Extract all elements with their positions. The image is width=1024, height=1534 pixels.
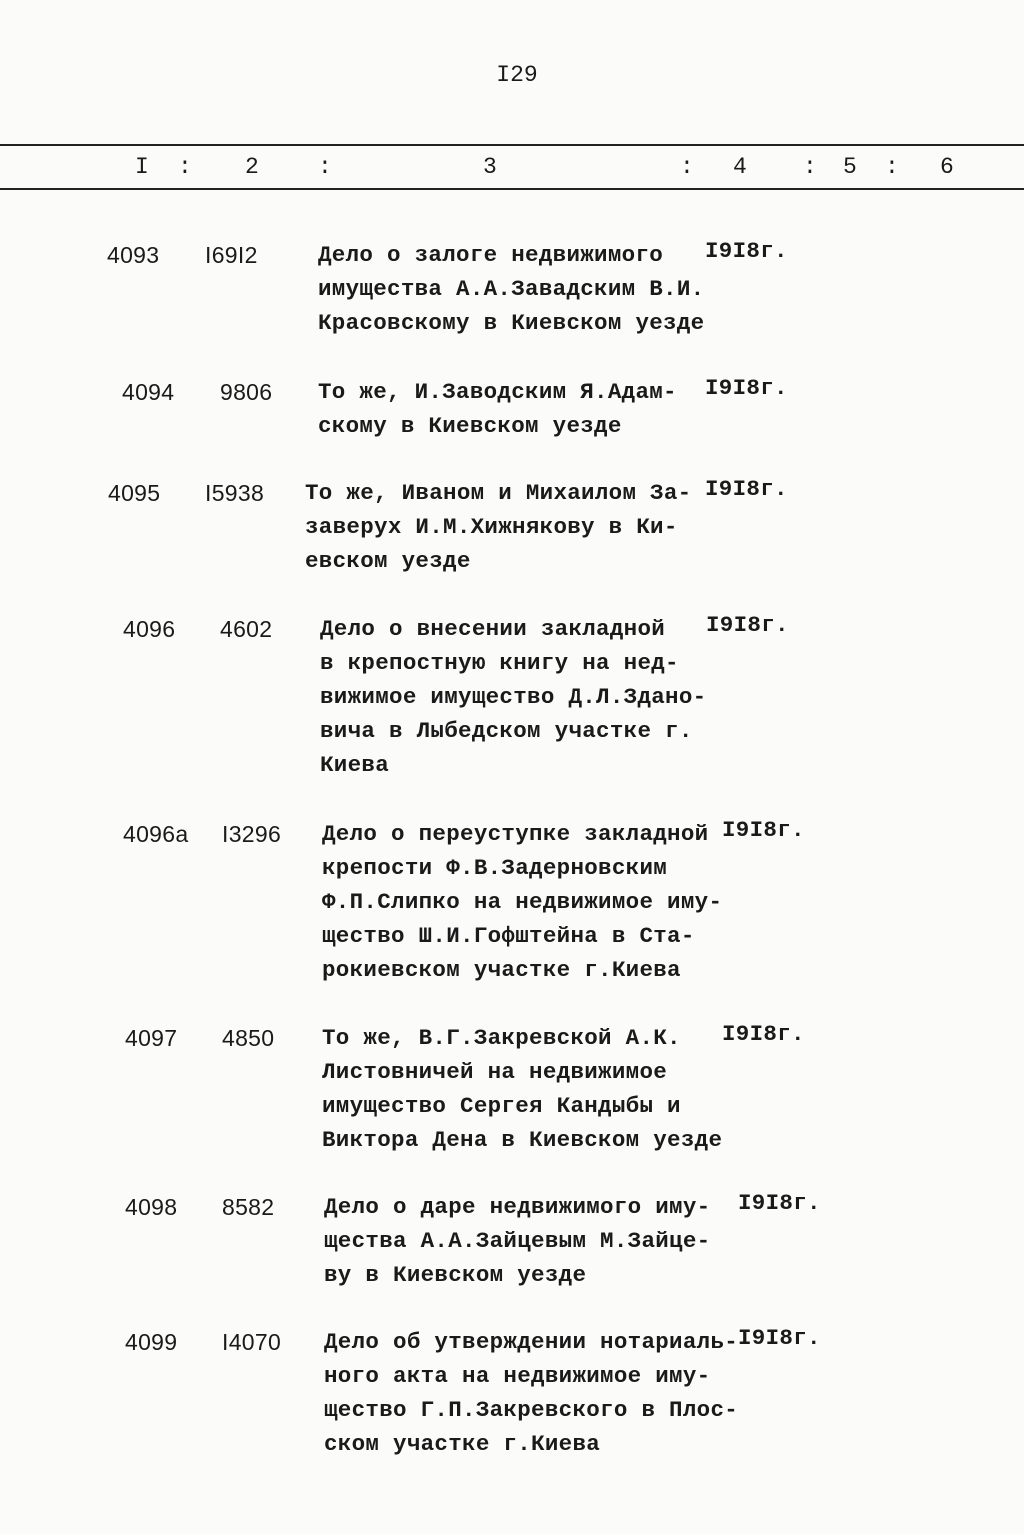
description-line: То же, В.Г.Закревской А.К. bbox=[322, 1025, 681, 1051]
column-separator: : bbox=[178, 154, 192, 180]
entry-year: I9I8г. bbox=[706, 612, 789, 638]
description-line: вича в Лыбедском участке г. bbox=[320, 718, 693, 744]
description-line: Красовскому в Киевском уезде bbox=[318, 310, 705, 336]
file-code: 8582 bbox=[222, 1194, 275, 1220]
description-line: ву в Киевском уезде bbox=[324, 1262, 587, 1288]
entry-year: I9I8г. bbox=[722, 817, 805, 843]
entry-number: 4093 bbox=[107, 242, 160, 268]
file-code: 9806 bbox=[220, 379, 273, 405]
description-line: имущество Сергея Кандыбы и bbox=[322, 1093, 681, 1119]
column-separator: : bbox=[803, 154, 817, 180]
column-separator: : bbox=[885, 154, 899, 180]
description-line: Дело о внесении закладной bbox=[320, 616, 666, 642]
column-header-5: 5 bbox=[843, 154, 857, 180]
description-line: Дело о переуступке закладной bbox=[322, 821, 709, 847]
description-line: То же, И.Заводским Я.Адам- bbox=[318, 379, 677, 405]
entry-number: 4096а bbox=[123, 821, 189, 847]
column-header-3: 3 bbox=[483, 154, 497, 180]
file-code: 4850 bbox=[222, 1025, 275, 1051]
description-line: евском уезде bbox=[305, 548, 471, 574]
column-header-1: I bbox=[135, 154, 149, 180]
description-line: То же, Иваном и Михаилом За- bbox=[305, 480, 692, 506]
entry-year: I9I8г. bbox=[722, 1021, 805, 1047]
description-line: Дело о даре недвижимого иму- bbox=[324, 1194, 711, 1220]
column-header-6: 6 bbox=[940, 154, 954, 180]
column-separator: : bbox=[318, 154, 332, 180]
header-bottom-rule bbox=[0, 188, 1024, 190]
description-line: Ф.П.Слипко на недвижимое иму- bbox=[322, 889, 723, 915]
description-line: заверух И.М.Хижнякову в Ки- bbox=[305, 514, 678, 540]
description-line: щество Г.П.Закревского в Плос- bbox=[324, 1397, 739, 1423]
description-line: Листовничей на недвижимое bbox=[322, 1059, 668, 1085]
entry-year: I9I8г. bbox=[705, 476, 788, 502]
entry-number: 4099 bbox=[125, 1329, 178, 1355]
description-line: вижимое имущество Д.Л.Здано- bbox=[320, 684, 707, 710]
description-line: имущества А.А.Завадским В.И. bbox=[318, 276, 705, 302]
description-line: в крепостную книгу на нед- bbox=[320, 650, 679, 676]
page-number: I29 bbox=[496, 62, 538, 88]
entry-number: 4095 bbox=[108, 480, 161, 506]
file-code: I5938 bbox=[205, 480, 265, 506]
entry-year: I9I8г. bbox=[705, 238, 788, 264]
entry-number: 4098 bbox=[125, 1194, 178, 1220]
description-line: Дело об утверждении нотариаль- bbox=[324, 1329, 739, 1355]
entry-year: I9I8г. bbox=[738, 1190, 821, 1216]
file-code: I3296 bbox=[222, 821, 282, 847]
description-line: Киева bbox=[320, 752, 390, 778]
header-top-rule bbox=[0, 144, 1024, 146]
entry-number: 4094 bbox=[122, 379, 175, 405]
description-line: ском участке г.Киева bbox=[324, 1431, 601, 1457]
entry-year: I9I8г. bbox=[705, 375, 788, 401]
file-code: I4070 bbox=[222, 1329, 282, 1355]
description-line: Дело о залоге недвижимого bbox=[318, 242, 664, 268]
description-line: рокиевском участке г.Киева bbox=[322, 957, 681, 983]
file-code: I69I2 bbox=[205, 242, 258, 268]
column-separator: : bbox=[680, 154, 694, 180]
entry-number: 4096 bbox=[123, 616, 176, 642]
column-header-2: 2 bbox=[245, 154, 259, 180]
entry-number: 4097 bbox=[125, 1025, 178, 1051]
description-line: скому в Киевском уезде bbox=[318, 413, 622, 439]
file-code: 4602 bbox=[220, 616, 273, 642]
entry-year: I9I8г. bbox=[738, 1325, 821, 1351]
description-line: Виктора Дена в Киевском уезде bbox=[322, 1127, 723, 1153]
description-line: крепости Ф.В.Задерновским bbox=[322, 855, 668, 881]
description-line: щества А.А.Зайцевым М.Зайце- bbox=[324, 1228, 711, 1254]
description-line: ного акта на недвижимое иму- bbox=[324, 1363, 711, 1389]
description-line: щество Ш.И.Гофштейна в Ста- bbox=[322, 923, 695, 949]
column-header-4: 4 bbox=[733, 154, 747, 180]
